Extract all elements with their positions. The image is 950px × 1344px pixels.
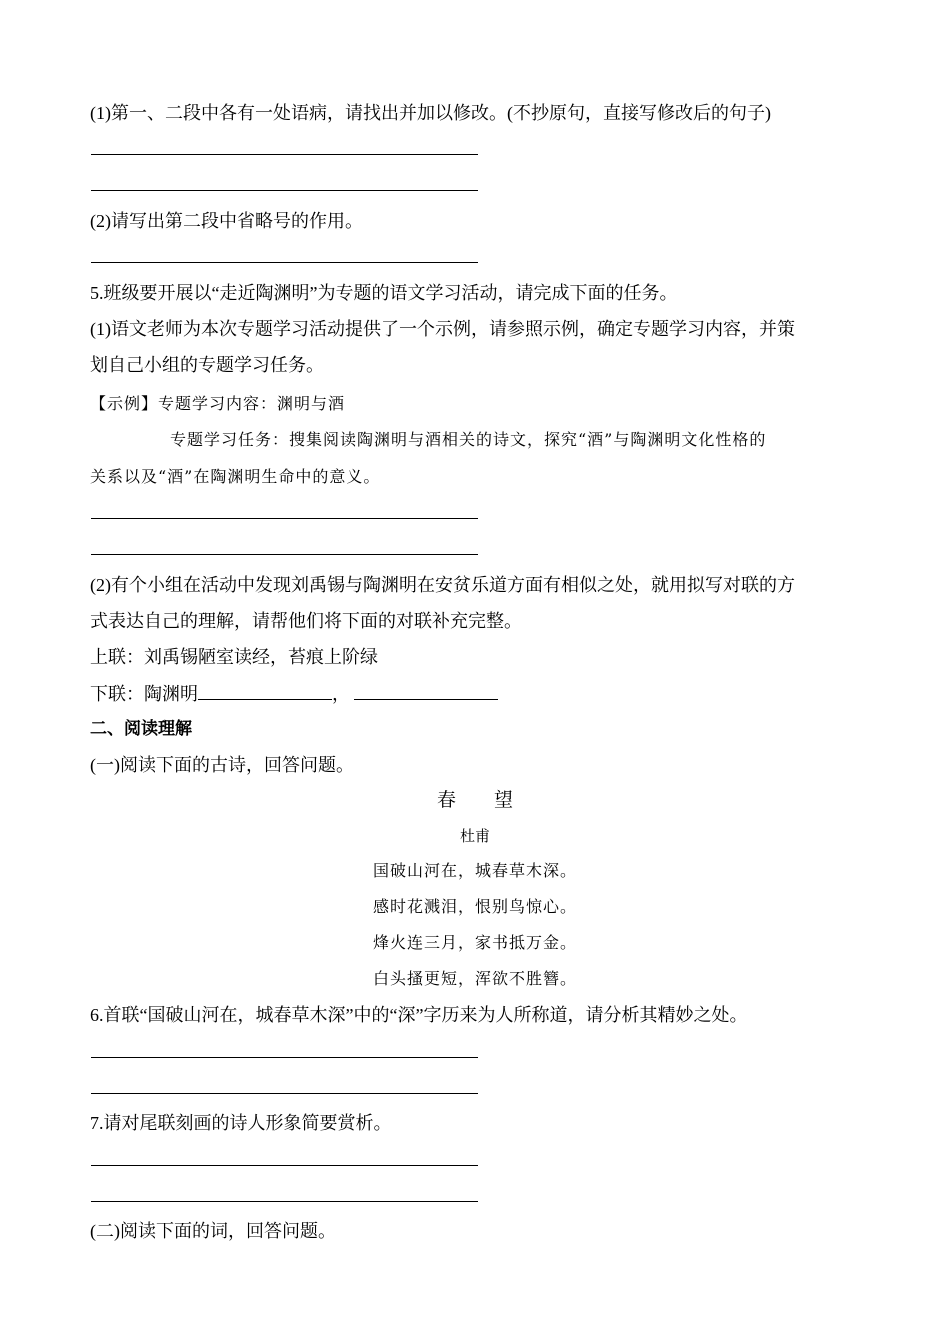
answer-line[interactable] — [91, 1093, 478, 1094]
poem-line: 国破山河在，城春草木深。 — [372, 861, 577, 880]
answer-line[interactable] — [91, 190, 478, 191]
couplet-lower — [90, 681, 498, 706]
question-5-1-line1: (1)语文老师为本次专题学习活动提供了一个示例，请参照示例，确定专题学习内容，并策 — [90, 319, 795, 339]
part-1-intro: (一)阅读下面的古诗，回答问题。 — [90, 755, 354, 775]
answer-line[interactable] — [91, 1165, 478, 1166]
poem-line: 烽火连三月，家书抵万金。 — [372, 933, 577, 952]
section-2-title: 二、阅读理解 — [90, 719, 192, 739]
question-6: 6.首联“国破山河在，城春草木深”中的“深”字历来为人所称道，请分析其精妙之处。 — [90, 1005, 748, 1025]
answer-line[interactable] — [91, 1201, 478, 1202]
question-7: 7.请对尾联刻画的诗人形象简要赏析。 — [90, 1113, 392, 1133]
part-2-intro: (二)阅读下面的词，回答问题。 — [90, 1221, 336, 1241]
example-task-cont: 关系以及“酒”在陶渊明生命中的意义。 — [90, 467, 381, 486]
question-4-1: (1)第一、二段中各有一处语病，请找出并加以修改。(不抄原句，直接写修改后的句子) — [90, 103, 771, 123]
answer-line[interactable] — [91, 154, 478, 155]
question-5-2-line2: 式表达自己的理解，请帮他们将下面的对联补充完整。 — [90, 611, 522, 631]
poem-author: 杜甫 — [459, 829, 490, 845]
example-task: 专题学习任务：搜集阅读陶渊明与酒相关的诗文，探究“酒”与陶渊明文化性格的 — [170, 430, 767, 449]
answer-line[interactable] — [91, 554, 478, 555]
couplet-upper: 上联：刘禹锡陋室读经，苔痕上阶绿 — [90, 647, 378, 667]
poem-line: 感时花溅泪，恨别鸟惊心。 — [372, 897, 577, 916]
couplet-comma: ， — [332, 684, 350, 704]
poem-line: 白头搔更短，浑欲不胜簪。 — [372, 969, 577, 988]
answer-line[interactable] — [91, 1057, 478, 1058]
couplet-lower-prefix: 下联：陶渊明 — [90, 684, 198, 704]
couplet-blank-2[interactable] — [354, 681, 498, 700]
answer-line[interactable] — [91, 518, 478, 519]
poem-title: 春 望 — [436, 790, 513, 811]
question-5-2-line1: (2)有个小组在活动中发现刘禹锡与陶渊明在安贫乐道方面有相似之处，就用拟写对联的方 — [90, 575, 795, 595]
question-5-1-line2: 划自己小组的专题学习任务。 — [90, 355, 324, 375]
question-4-2: (2)请写出第二段中省略号的作用。 — [90, 211, 363, 231]
answer-line[interactable] — [91, 262, 478, 263]
question-5: 5.班级要开展以“走近陶渊明”为专题的语文学习活动，请完成下面的任务。 — [90, 283, 678, 303]
couplet-blank-1[interactable] — [198, 681, 332, 700]
example-content: 【示例】专题学习内容：渊明与酒 — [90, 394, 346, 413]
